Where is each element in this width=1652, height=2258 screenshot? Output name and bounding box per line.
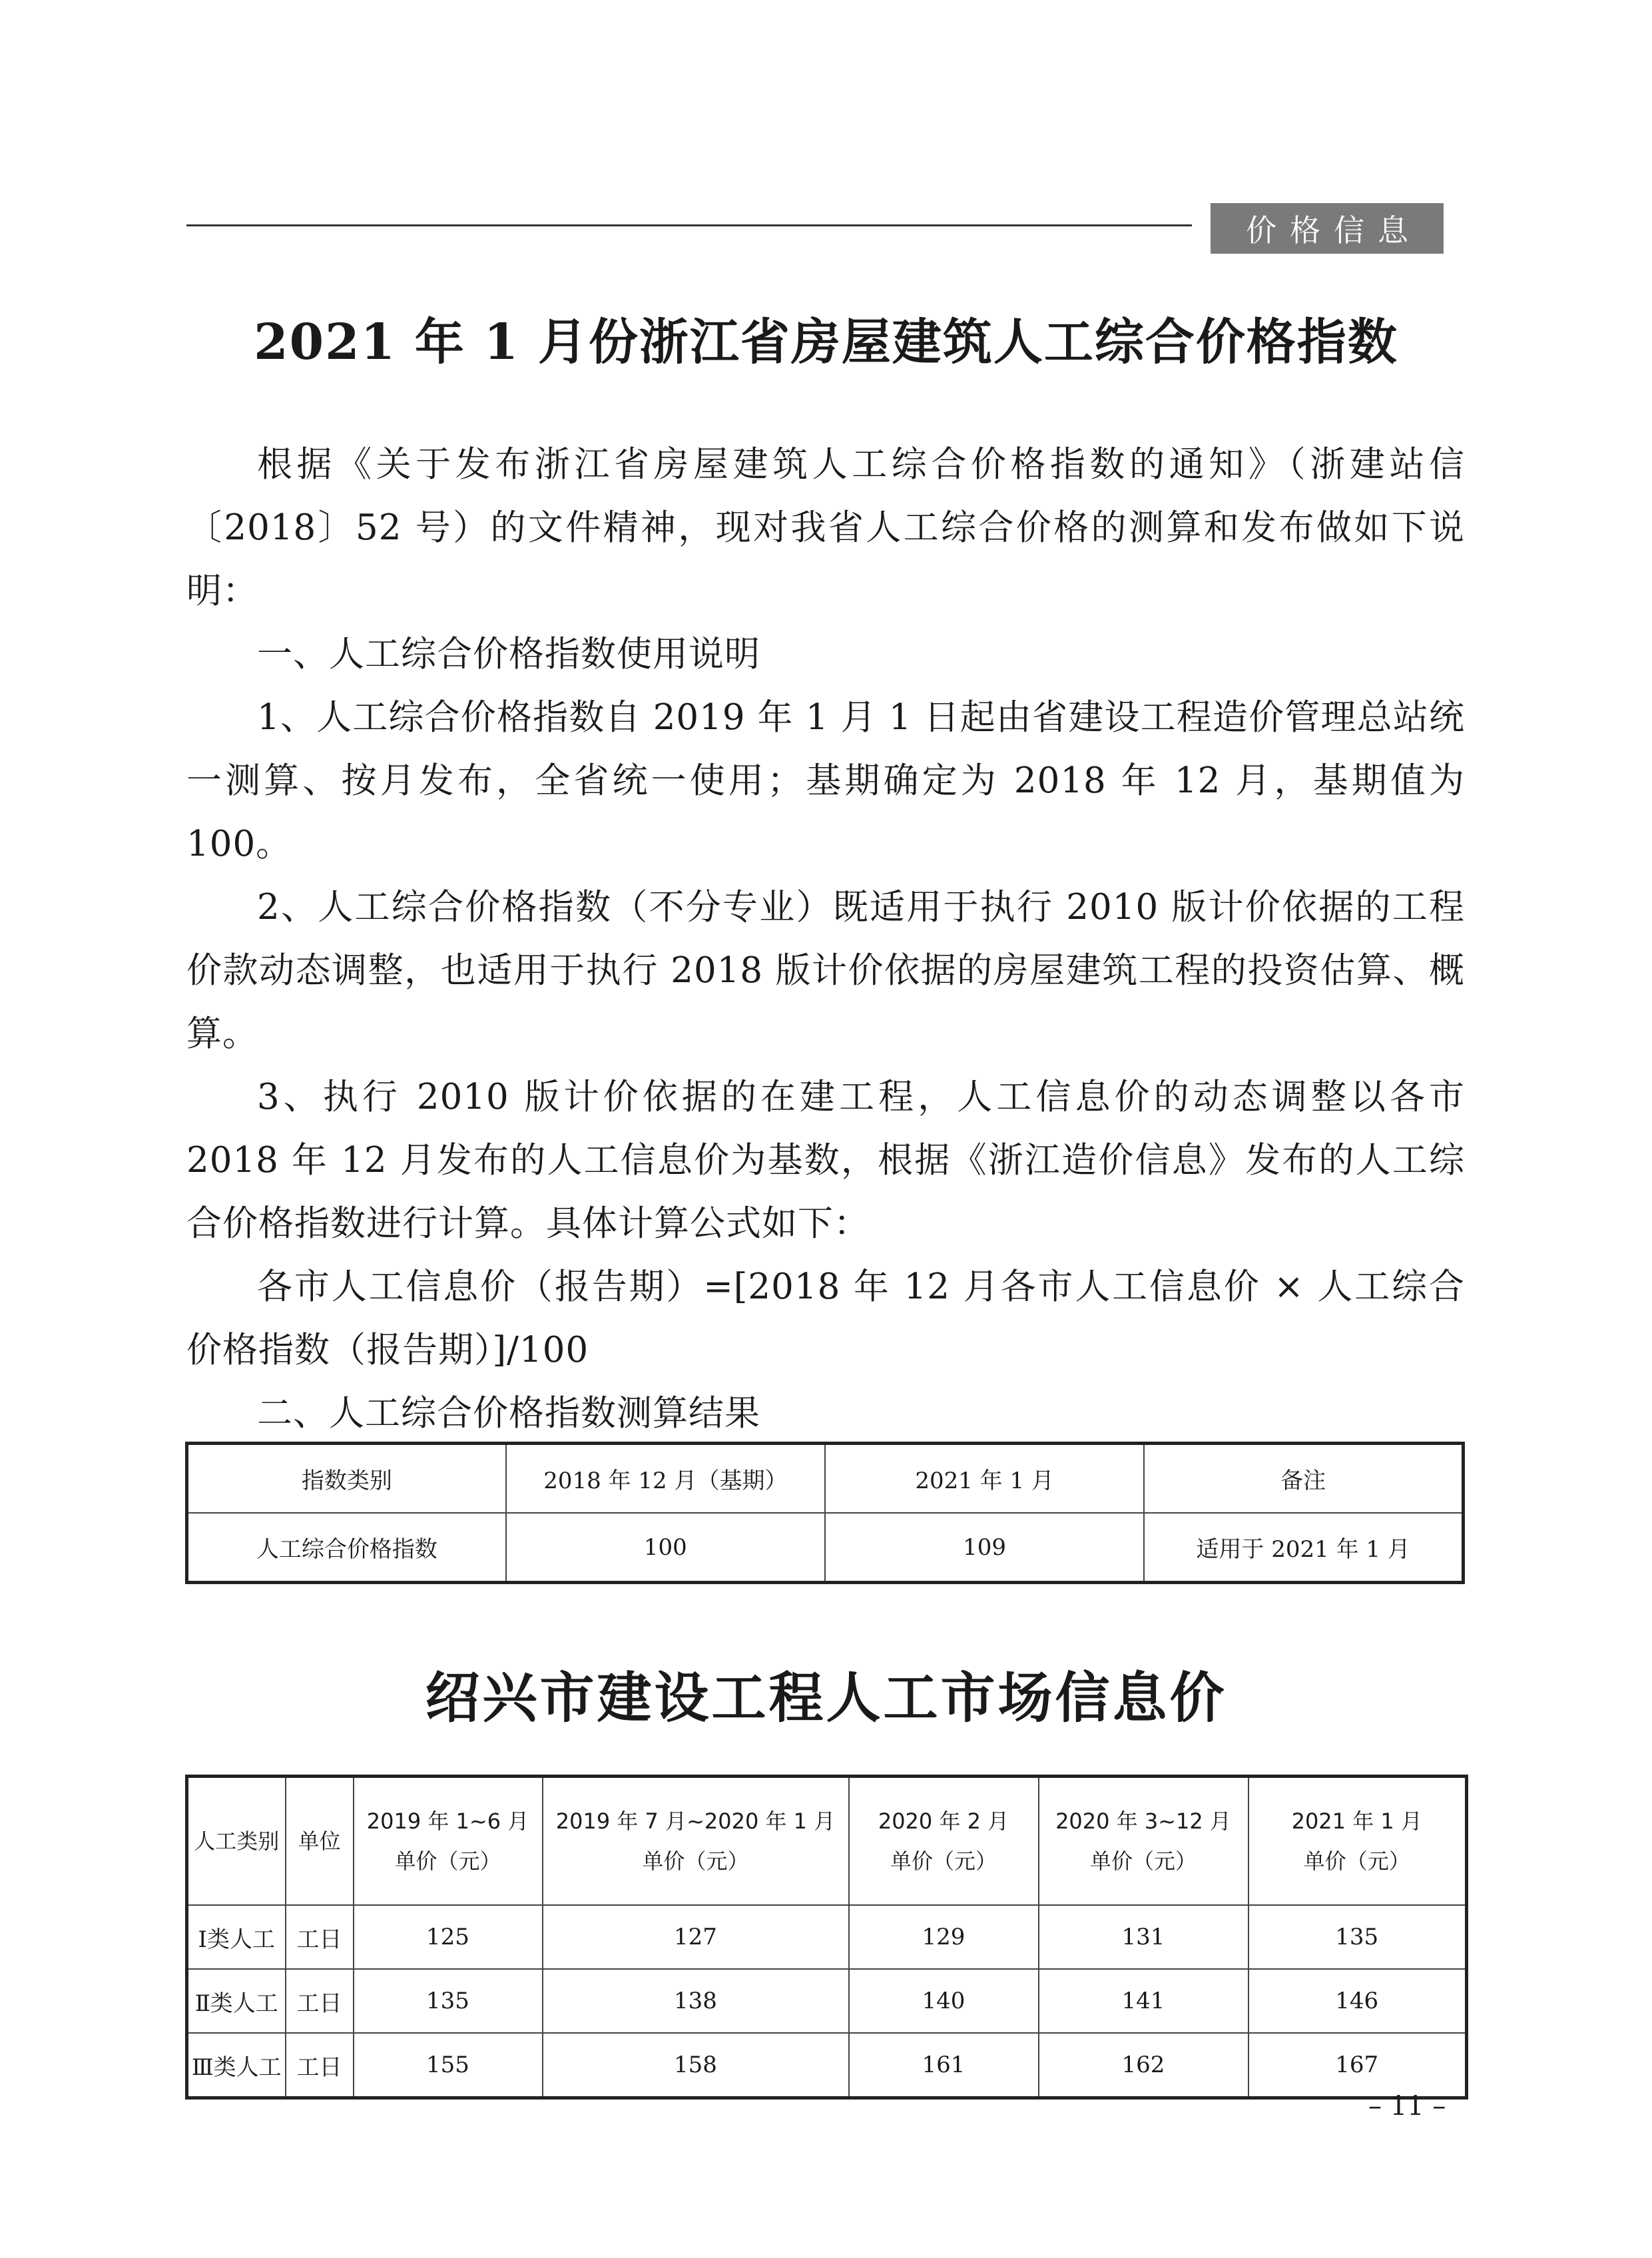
table-cell: 人工综合价格指数	[187, 1513, 506, 1583]
table-cell: 135	[354, 1969, 543, 2033]
table-cell: Ⅲ类人工	[187, 2033, 286, 2098]
table-header-cell	[543, 1777, 849, 1906]
paragraph: 3、执行 2010 版计价依据的在建工程，人工信息价的动态调整以各市 2018 年 12 月发布的人工信息价为基数，根据《浙江造价信息》发布的人工综合价格指数进行计算。具体计算公式如下：	[186, 1077, 1465, 1244]
table-row	[187, 1905, 1467, 1969]
paragraph: 1、人工综合价格指数自 2019 年 1 月 1 日起由省建设工程造价管理总站统一测算、按月发布，全省统一使用；基期确定为 2018 年 12 月，基期值为 100。	[186, 697, 1465, 864]
table-header-row	[187, 1777, 1467, 1906]
table-header-cell	[286, 1777, 354, 1906]
header-line: 2021 年 1 月	[1291, 1809, 1422, 1834]
table-cell: 131	[1039, 1905, 1248, 1969]
index-table	[185, 1442, 1465, 1584]
section-tab: 价格信息	[1211, 203, 1444, 254]
body-text	[186, 433, 1465, 1445]
header-line: 2019 年 1~6 月	[366, 1809, 529, 1834]
table-header-cell: 2018 年 12 月（基期）	[506, 1444, 825, 1514]
table-cell: 109	[825, 1513, 1144, 1583]
table-cell: 工日	[286, 2033, 354, 2098]
table-cell: 100	[506, 1513, 825, 1583]
table-row	[187, 1513, 1464, 1583]
table-cell: 工日	[286, 1905, 354, 1969]
header-line: 单价（元）	[890, 1848, 997, 1874]
table-cell: 适用于 2021 年 1 月	[1144, 1513, 1463, 1583]
table-cell: 工日	[286, 1969, 354, 2033]
table-header-cell: 指数类别	[187, 1444, 506, 1514]
header-line: 单价（元）	[394, 1848, 501, 1874]
table-cell: 138	[543, 1969, 849, 2033]
paragraph: 一、人工综合价格指数使用说明	[257, 634, 760, 675]
table-cell: 146	[1248, 1969, 1467, 2033]
table-header-cell	[849, 1777, 1039, 1906]
table-cell: 161	[849, 2033, 1039, 2098]
header-line: 2020 年 3~12 月	[1055, 1809, 1231, 1834]
header-line: 单价（元）	[1089, 1848, 1197, 1874]
price-table	[185, 1775, 1468, 2100]
table-cell: Ⅰ类人工	[187, 1905, 286, 1969]
header-line: 人工类别	[194, 1829, 280, 1854]
table-cell: 141	[1039, 1969, 1248, 2033]
paragraph: 各市人工信息价（报告期）=[2018 年 12 月各市人工信息价 × 人工综合价格指数（报告期）]/100	[186, 1267, 1465, 1370]
table-header-cell	[1248, 1777, 1467, 1906]
table-row	[187, 2033, 1467, 2098]
paragraph: 根据《关于发布浙江省房屋建筑人工综合价格指数的通知》（浙建站信〔2018〕52 号）的文件精神，现对我省人工综合价格的测算和发布做如下说明：	[186, 444, 1465, 611]
table-header-cell: 备注	[1144, 1444, 1463, 1514]
table-header-cell: 2021 年 1 月	[825, 1444, 1144, 1514]
table-header-cell	[1039, 1777, 1248, 1906]
header-line: 单价（元）	[1303, 1848, 1410, 1874]
table-cell: 158	[543, 2033, 849, 2098]
header-line: 单位	[298, 1829, 341, 1854]
header-rule	[186, 224, 1192, 226]
section-title: 绍兴市建设工程人工市场信息价	[425, 1666, 1227, 1730]
table-cell: Ⅱ类人工	[187, 1969, 286, 2033]
table-cell: 155	[354, 2033, 543, 2098]
paragraph: 二、人工综合价格指数测算结果	[257, 1393, 760, 1434]
header-line: 单价（元）	[642, 1848, 749, 1874]
table-cell: 162	[1039, 2033, 1248, 2098]
paragraph: 2、人工综合价格指数（不分专业）既适用于执行 2010 版计价依据的工程价款动态调整，也适用于执行 2018 版计价依据的房屋建筑工程的投资估算、概算。	[186, 887, 1465, 1054]
table-cell: 129	[849, 1905, 1039, 1969]
table-cell: 167	[1248, 2033, 1467, 2098]
header-line: 2020 年 2 月	[878, 1809, 1009, 1834]
table-cell: 135	[1248, 1905, 1467, 1969]
page-title: 2021 年 1 月份浙江省房屋建筑人工综合价格指数	[254, 314, 1398, 371]
table-header-cell	[354, 1777, 543, 1906]
page-number: – 11 –	[1368, 2091, 1446, 2121]
table-cell: 125	[354, 1905, 543, 1969]
table-row	[187, 1969, 1467, 2033]
table-header-cell	[187, 1777, 286, 1906]
table-cell: 127	[543, 1905, 849, 1969]
header-line: 2019 年 7 月~2020 年 1 月	[555, 1809, 836, 1834]
table-header-row	[187, 1444, 1464, 1514]
table-cell: 140	[849, 1969, 1039, 2033]
